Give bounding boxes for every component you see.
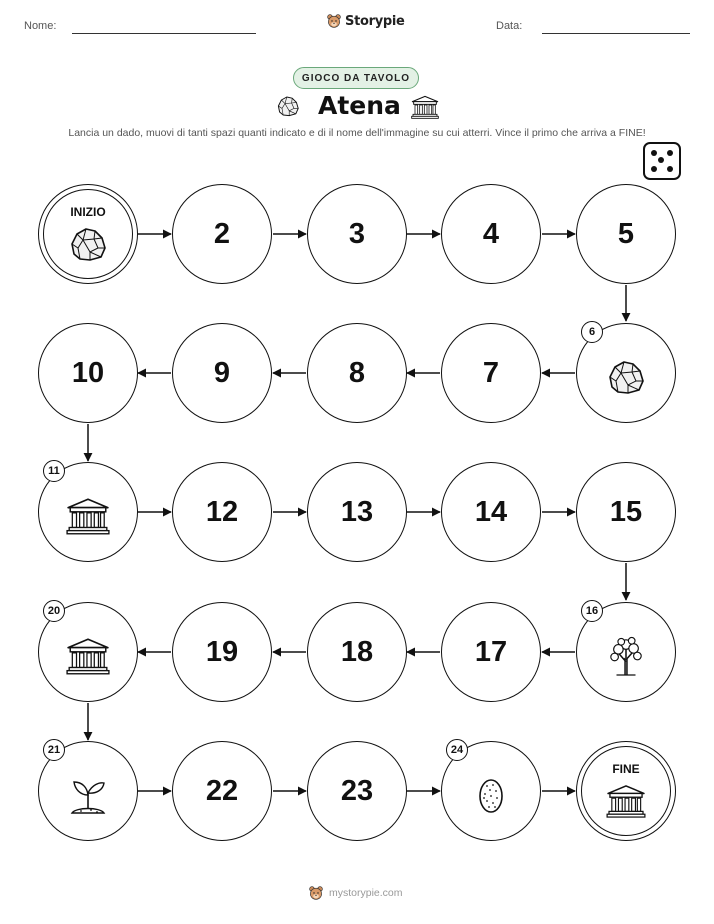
rock-icon <box>68 224 108 264</box>
space-21 <box>38 741 138 841</box>
olive-icon <box>476 776 506 816</box>
space-number: 4 <box>482 217 500 250</box>
space-number: 8 <box>348 356 366 389</box>
space-number: 12 <box>205 495 239 528</box>
space-number-badge: 11 <box>43 460 65 482</box>
temple-icon <box>65 497 111 535</box>
space-number: 15 <box>609 495 643 528</box>
footer-url[interactable]: mystorypie.com <box>329 887 403 899</box>
space-number: 19 <box>205 635 239 668</box>
game-type-badge: GIOCO DA TAVOLO <box>293 67 419 89</box>
space-2 <box>172 184 272 284</box>
bear-icon <box>308 885 324 901</box>
space-23 <box>307 741 407 841</box>
space-15 <box>576 462 676 562</box>
space-19 <box>172 602 272 702</box>
temple-icon <box>65 637 111 675</box>
space-4 <box>441 184 541 284</box>
olive-tree-icon <box>607 635 645 677</box>
instructions-text: Lancia un dado, muovi di tanti spazi quanti indicato e di il nome dell'immagine su cui atterri. Vince il primo che arriva a FINE! <box>68 127 646 139</box>
space-24 <box>441 741 541 841</box>
space-14 <box>441 462 541 562</box>
name-label: Nome: <box>24 20 57 32</box>
sprout-icon <box>66 777 110 817</box>
space-20 <box>38 602 138 702</box>
space-12 <box>172 462 272 562</box>
space-7 <box>441 323 541 423</box>
start-label: INIZIO <box>70 205 106 219</box>
space-number: 5 <box>617 217 635 250</box>
brand-name: Storypie <box>345 13 405 29</box>
space-start <box>38 184 138 284</box>
footer <box>308 885 403 901</box>
date-label: Data: <box>496 20 523 32</box>
space-10 <box>38 323 138 423</box>
space-17 <box>441 602 541 702</box>
space-22 <box>172 741 272 841</box>
space-11 <box>38 462 138 562</box>
space-number: 14 <box>474 495 508 528</box>
space-number-badge: 21 <box>43 739 65 761</box>
space-8 <box>307 323 407 423</box>
space-finish <box>576 741 676 841</box>
space-number: 9 <box>213 356 231 389</box>
space-number-badge: 6 <box>581 321 603 343</box>
space-9 <box>172 323 272 423</box>
space-13 <box>307 462 407 562</box>
space-number: 2 <box>213 217 231 250</box>
space-number: 10 <box>71 356 105 389</box>
space-number: 17 <box>474 635 508 668</box>
space-16 <box>576 602 676 702</box>
space-number-badge: 24 <box>446 739 468 761</box>
space-3 <box>307 184 407 284</box>
space-number: 22 <box>205 774 239 807</box>
space-number: 7 <box>482 356 500 389</box>
space-18 <box>307 602 407 702</box>
space-number: 23 <box>340 774 374 807</box>
space-number: 3 <box>348 217 366 250</box>
page-title: Atena <box>318 91 401 120</box>
space-number-badge: 16 <box>581 600 603 622</box>
rock-icon <box>606 357 646 397</box>
space-6 <box>576 323 676 423</box>
space-5 <box>576 184 676 284</box>
space-number-badge: 20 <box>43 600 65 622</box>
finish-label: FINE <box>612 762 640 776</box>
space-number: 13 <box>340 495 374 528</box>
space-number: 18 <box>340 635 374 668</box>
temple-icon <box>605 784 647 818</box>
